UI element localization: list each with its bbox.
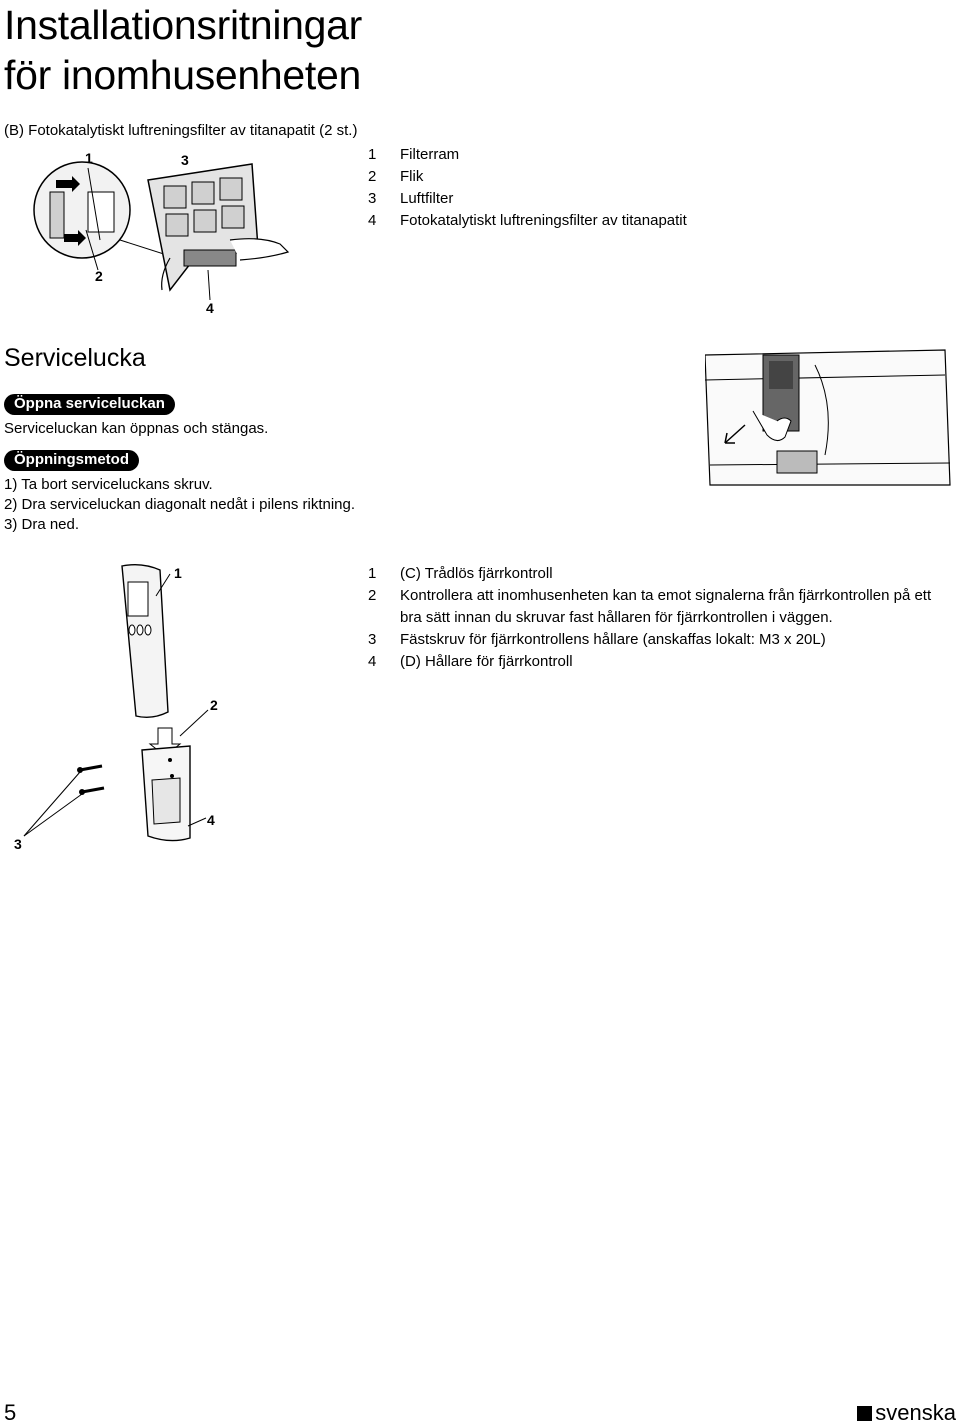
page-number: 5 xyxy=(4,1400,17,1425)
filter-subtitle: (B) Fotokatalytiskt luftreningsfilter av titanapatit (2 st.) xyxy=(4,122,358,139)
remote-parts-list xyxy=(364,563,956,673)
list-item: 4 Fotokatalytiskt luftreningsfilter av titanapatit xyxy=(368,212,687,229)
callout-2: 2 xyxy=(95,268,103,284)
open-service-text: Serviceluckan kan öppnas och stängas. xyxy=(4,420,269,437)
language-text: svenska xyxy=(875,1400,956,1425)
service-lid-illustration xyxy=(705,345,955,490)
list-item: 3 Fästskruv för fjärrkontrollens hållare (anskaffas lokalt: M3 x 20L) xyxy=(368,631,826,648)
remote-callout-3: 3 xyxy=(14,836,22,852)
remote-illustration xyxy=(10,560,240,860)
remote-callout-2: 2 xyxy=(210,697,218,713)
list-item: 1 Filterram xyxy=(368,146,460,163)
list-item: 1 (C) Trådlös fjärrkontroll xyxy=(368,565,553,582)
open-service-pill: Öppna serviceluckan xyxy=(4,394,175,415)
step-3: 3) Dra ned. xyxy=(4,516,80,533)
step-2: 2) Dra serviceluckan diagonalt nedåt i pilens riktning. xyxy=(4,496,356,513)
callout-1: 1 xyxy=(85,150,93,166)
callout-4: 4 xyxy=(206,300,214,316)
filter-parts-list xyxy=(364,144,954,232)
list-item: 2 Kontrollera att inomhusenheten kan ta emot signalerna från fjärrkontrollen på ett bra sätt innan du skruvar fast hållaren för fjärrkontrollen i väggen. xyxy=(368,587,932,626)
square-bullet-icon xyxy=(857,1406,872,1421)
list-item: 3 Luftfilter xyxy=(368,190,454,207)
page-title xyxy=(4,0,362,100)
opening-method-pill: Öppningsmetod xyxy=(4,450,139,471)
callout-3: 3 xyxy=(181,152,189,168)
list-item: 4 (D) Hållare för fjärrkontroll xyxy=(368,653,573,670)
opening-steps xyxy=(4,475,355,535)
title-line-1: Installationsritningar xyxy=(4,2,363,48)
title-line-2: för inomhusenheten xyxy=(4,52,362,98)
remote-callout-1: 1 xyxy=(174,565,182,581)
language-label xyxy=(857,1400,956,1426)
step-1: 1) Ta bort serviceluckans skruv. xyxy=(4,476,213,493)
filter-illustration xyxy=(20,140,320,320)
remote-callout-4: 4 xyxy=(207,812,215,828)
list-item: 2 Flik xyxy=(368,168,424,185)
service-heading: Servicelucka xyxy=(4,344,146,372)
